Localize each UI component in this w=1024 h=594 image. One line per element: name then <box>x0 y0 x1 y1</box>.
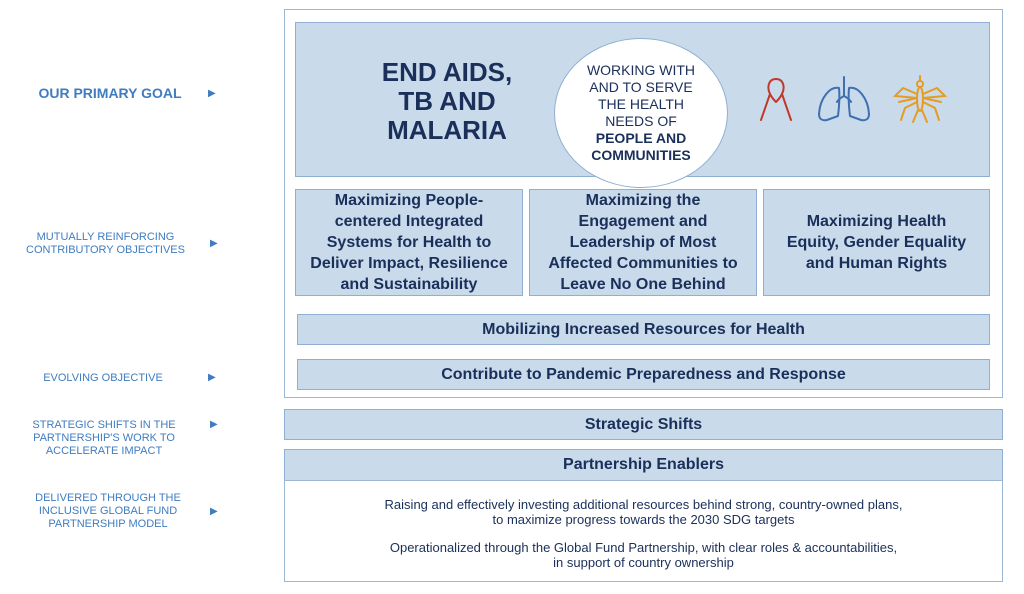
strategic-shifts-bar: Strategic Shifts <box>284 409 1003 440</box>
objective-line: Engagement and <box>578 213 708 230</box>
people-communities-circle <box>554 38 728 188</box>
resources-bar: Mobilizing Increased Resources for Health <box>297 314 990 345</box>
circle-line: NEEDS OF <box>605 113 677 129</box>
label-delivered-through <box>20 492 196 531</box>
label-strategic-shifts <box>18 419 190 458</box>
label-line: INCLUSIVE GLOBAL FUND <box>38 505 178 517</box>
objective-community-engagement <box>529 189 757 296</box>
objective-line: Leadership of Most <box>569 234 717 251</box>
label-line: STRATEGIC SHIFTS IN THE <box>32 419 176 431</box>
label-contributory-objectives <box>18 231 193 257</box>
paragraph-line: Operationalized through the Global Fund Partnership, with clear roles & accountabilities, <box>389 540 898 555</box>
paragraph-line: Raising and effectively investing additional resources behind strong, country-owned plans, <box>384 497 903 512</box>
circle-line-bold: COMMUNITIES <box>591 147 691 163</box>
enabler-paragraph-resources <box>284 497 1003 527</box>
label-line: DELIVERED THROUGH THE <box>35 492 181 504</box>
label-line: PARTNERSHIP'S WORK TO <box>33 432 175 444</box>
label-evolving-objective: EVOLVING OBJECTIVE <box>43 372 163 384</box>
pandemic-bar: Contribute to Pandemic Preparedness and Response <box>297 359 990 390</box>
circle-line: WORKING WITH <box>586 62 696 78</box>
objective-line: and Sustainability <box>340 276 478 293</box>
objective-line: Deliver Impact, Resilience <box>310 255 508 272</box>
circle-line-bold: PEOPLE AND <box>595 130 687 146</box>
objective-line: Maximizing the <box>585 192 701 209</box>
goal-title <box>352 54 542 148</box>
label-primary-goal: OUR PRIMARY GOAL <box>38 85 182 101</box>
arrow-icon: ▶ <box>210 506 218 517</box>
circle-line: THE HEALTH <box>597 96 685 112</box>
circle-line: AND TO SERVE <box>589 79 693 95</box>
label-line: MUTUALLY REINFORCING <box>36 231 175 243</box>
mosquito-icon <box>891 74 949 124</box>
goal-title-line: TB AND <box>398 85 496 116</box>
goal-title-line: END AIDS, <box>381 56 513 87</box>
objective-line: Systems for Health to <box>326 234 492 251</box>
arrow-icon: ▶ <box>208 88 216 99</box>
lungs-icon <box>816 74 872 124</box>
label-line: ACCELERATE IMPACT <box>45 445 163 457</box>
partnership-enablers-bar: Partnership Enablers <box>284 449 1003 481</box>
objective-line: Maximizing People- <box>334 192 484 209</box>
arrow-icon: ▶ <box>210 419 218 430</box>
arrow-icon: ▶ <box>210 238 218 249</box>
enabler-paragraph-operational <box>284 540 1003 570</box>
objective-line: Affected Communities to <box>548 255 738 272</box>
paragraph-line: in support of country ownership <box>553 555 734 570</box>
goal-title-line: MALARIA <box>387 114 507 145</box>
objective-line: Leave No One Behind <box>560 276 726 293</box>
paragraph-line: to maximize progress towards the 2030 SDG targets <box>492 512 795 527</box>
ribbon-icon <box>757 76 795 124</box>
label-line: CONTRIBUTORY OBJECTIVES <box>26 244 185 256</box>
objective-line: centered Integrated <box>334 213 484 230</box>
objective-line: Equity, Gender Equality <box>786 234 967 251</box>
objective-health-equity <box>763 189 990 296</box>
objective-line: and Human Rights <box>805 255 948 272</box>
arrow-icon: ▶ <box>208 372 216 383</box>
objective-people-centered <box>295 189 523 296</box>
label-line: PARTNERSHIP MODEL <box>48 518 168 530</box>
objective-line: Maximizing Health <box>806 213 947 230</box>
